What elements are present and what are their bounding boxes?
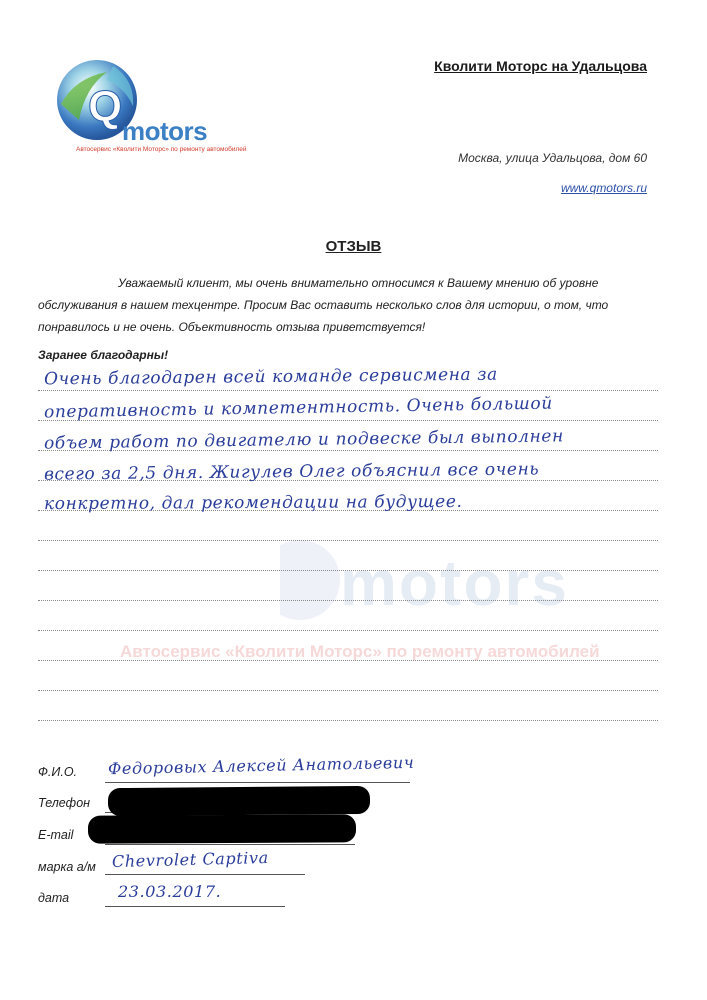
logo-tagline: Автосервис «Кволити Моторс» по ремонту автомобилей bbox=[76, 146, 247, 153]
thanks-note: Заранее благодарны! bbox=[38, 348, 169, 362]
company-name: Кволити Моторс на Удальцова bbox=[434, 58, 647, 74]
name-underline bbox=[105, 782, 410, 783]
watermark-logo bbox=[280, 535, 600, 640]
ruled-line bbox=[38, 390, 658, 391]
car-label: марка а/м bbox=[38, 860, 96, 874]
review-line: оперативность и компетентность. Очень большой bbox=[43, 393, 553, 423]
ruled-line bbox=[38, 690, 658, 691]
watermark-text: Автосервис «Кволити Моторс» по ремонту автомобилей bbox=[120, 642, 600, 661]
ruled-line bbox=[38, 630, 658, 631]
logo-word: motors bbox=[122, 116, 208, 146]
page-title: ОТЗЫВ bbox=[325, 238, 382, 255]
review-line: объем работ по двигателю и подвеске был выполнен bbox=[43, 426, 564, 454]
svg-text:motors: motors bbox=[340, 547, 569, 619]
email-label: E-mail bbox=[38, 828, 74, 842]
review-line: всего за 2,5 дня. Жигулев Олег объяснил все очень bbox=[43, 459, 540, 485]
company-address: Москва, улица Удальцова, дом 60 bbox=[458, 151, 647, 165]
ruled-line bbox=[38, 720, 658, 721]
email-redaction bbox=[88, 814, 356, 843]
watermark-emblem-icon bbox=[280, 535, 600, 625]
name-value: Федоровых Алексей Анатольевич bbox=[107, 752, 415, 779]
ruled-line bbox=[38, 600, 658, 601]
logo-letter: Q bbox=[88, 82, 123, 131]
intro-text: Уважаемый клиент, мы очень внимательно относимся к Вашему мнению об уровне обслуживания в нашем техцентре. Просим Вас оставить несколько слов для истории, о том, что понравилось и не очень. Объективность отзыва приветствуется! bbox=[38, 276, 609, 334]
car-value: Chevrolet Captiva bbox=[111, 847, 270, 872]
email-underline bbox=[105, 844, 355, 845]
ruled-line bbox=[38, 660, 658, 661]
date-label: дата bbox=[38, 891, 70, 905]
date-underline bbox=[105, 906, 285, 907]
date-value: 23.03.2017. bbox=[118, 882, 222, 901]
phone-label: Телефон bbox=[38, 796, 91, 810]
review-line: Очень благодарен всей команде сервисмена за bbox=[43, 364, 498, 390]
company-website-link[interactable]: www.qmotors.ru bbox=[560, 181, 647, 195]
ruled-line bbox=[38, 540, 658, 541]
review-line: конкретно, дал рекомендации на будущее. bbox=[43, 491, 463, 515]
phone-redaction bbox=[108, 786, 370, 816]
car-underline bbox=[105, 874, 305, 875]
ruled-line bbox=[38, 570, 658, 571]
intro-paragraph bbox=[38, 272, 666, 338]
name-label: Ф.И.О. bbox=[38, 765, 78, 779]
